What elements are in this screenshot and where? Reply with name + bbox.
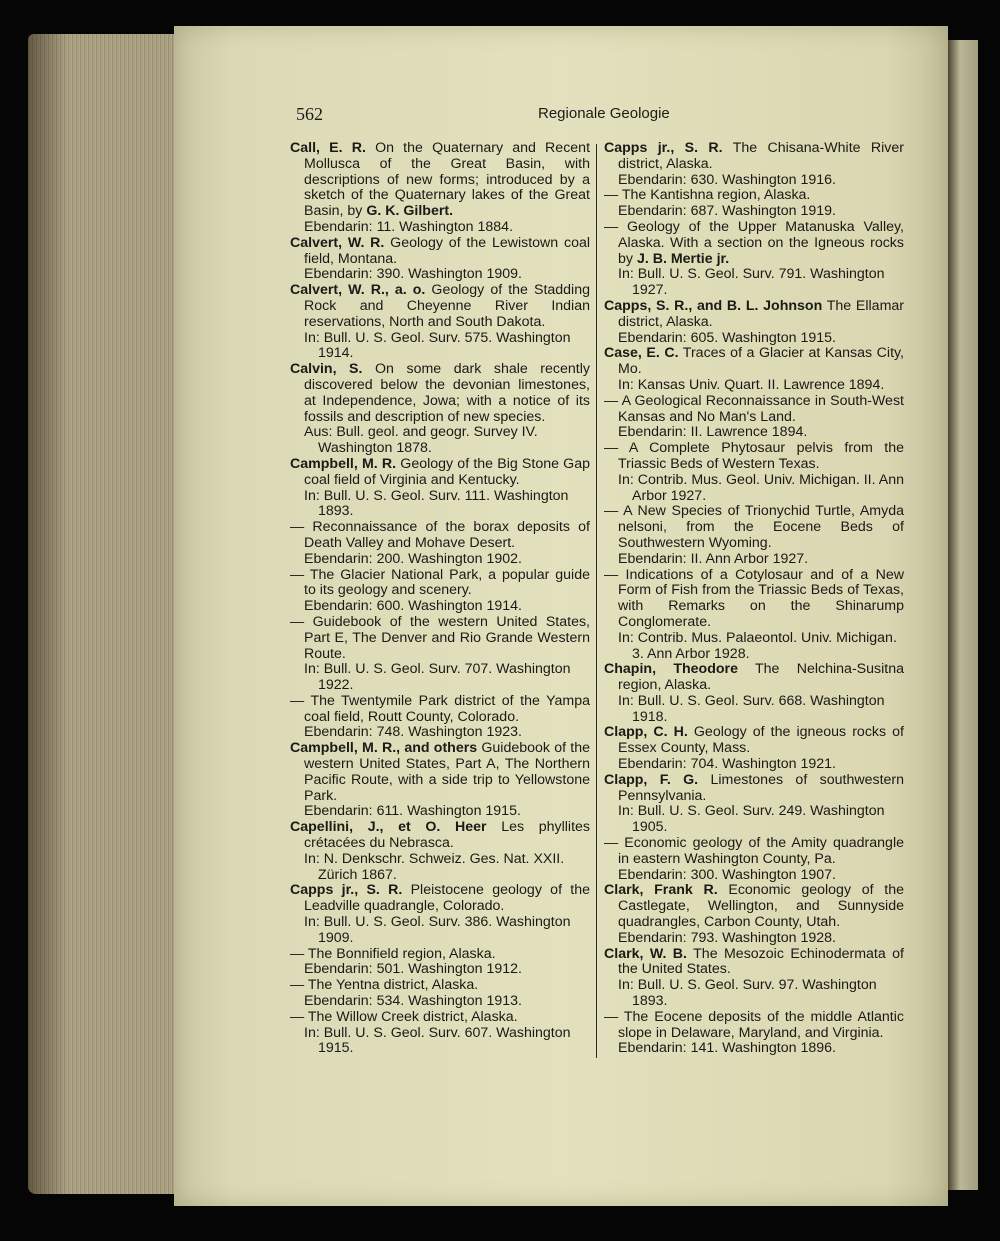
bibliography-entry <box>604 836 904 883</box>
entry-source: In: Kansas Univ. Quart. II. Lawrence 1894. <box>618 376 885 393</box>
bibliography-entry <box>604 662 904 725</box>
entry-source: In: Bull. U. S. Geol. Surv. 97. Washington 1893. <box>618 977 877 1010</box>
bibliography-entry <box>290 741 590 820</box>
bibliography-entry <box>290 978 590 1010</box>
entry-title: Limestones of southwestern Pennsylvania. <box>618 771 905 804</box>
bibliography-entry <box>290 883 590 946</box>
left-column <box>290 141 590 1057</box>
bibliography-entry <box>604 883 904 946</box>
entry-author: Calvin, S. <box>290 361 363 378</box>
entry-source: Ebendarin: 605. Washington 1915. <box>618 329 836 346</box>
entry-title: The Ellamar district, Alaska. <box>618 297 904 330</box>
entry-author: Capps jr., S. R. <box>290 882 403 899</box>
entry-source: In: Contrib. Mus. Palaeontol. Univ. Michigan. 3. Ann Arbor 1928. <box>618 629 897 662</box>
entry-title: — A Geological Reconnaissance in South-West Kansas and No Man's Land. <box>604 392 904 425</box>
column-divider <box>596 144 597 1058</box>
entry-source: Ebendarin: 687. Washington 1919. <box>618 203 836 220</box>
entry-title: The Chisana-White River district, Alaska. <box>618 140 905 172</box>
bibliography-entry <box>290 520 590 567</box>
entry-contributor: J. B. Mertie jr. <box>636 250 730 267</box>
entry-title: — Geology of the Upper Matanuska Valley, Alaska. With a section on the Igneous rocks by <box>604 218 904 267</box>
entry-author: Calvert, W. R., a. o. <box>290 282 426 299</box>
bibliography-entry <box>604 725 904 772</box>
entry-author: Clark, Frank R. <box>604 882 718 899</box>
entry-source: In: Bull. U. S. Geol. Surv. 249. Washington 1905. <box>618 803 885 836</box>
entry-author: Clapp, C. H. <box>604 724 688 741</box>
entry-title: — Guidebook of the western United States, Part E, The Denver and Rio Grande Western Route. <box>290 613 590 662</box>
entry-author: Call, E. R. <box>290 140 366 156</box>
bibliography-entry <box>290 615 590 694</box>
entry-author: Capellini, J., et O. Heer <box>290 819 487 836</box>
page-edges-shadow <box>28 34 68 1194</box>
right-column <box>604 141 904 1057</box>
entry-title: Les phyllites crétacées du Nebrasca. <box>304 819 591 852</box>
entry-source: In: Bull. U. S. Geol. Surv. 607. Washington 1915. <box>304 1024 571 1057</box>
bibliography-entry <box>604 141 904 188</box>
entry-source: Ebendarin: 704. Washington 1921. <box>618 756 836 773</box>
bibliography-entry <box>290 236 590 283</box>
next-page-edge <box>948 40 978 1190</box>
entry-title: The Nelchina-Susitna region, Alaska. <box>618 661 904 694</box>
entry-title: — The Bonnifield region, Alaska. <box>290 945 496 962</box>
bibliography-entry <box>290 283 590 362</box>
entry-author: Campbell, M. R., and others <box>290 740 478 757</box>
entry-source: In: Bull. U. S. Geol. Surv. 111. Washington 1893. <box>304 487 569 520</box>
entry-title: Traces of a Glacier at Kansas City, Mo. <box>618 345 904 378</box>
entry-title: — Economic geology of the Amity quadrangle in eastern Washington County, Pa. <box>604 835 904 867</box>
entry-source: In: Bull. U. S. Geol. Surv. 707. Washington 1922. <box>304 661 571 694</box>
entry-title: — The Eocene deposits of the middle Atlantic slope in Delaware, Maryland, and Virginia. <box>604 1008 904 1041</box>
entry-title: On the Quaternary and Recent Mollusca of the Great Basin, with descriptions of new forms; introduced by a sketch of the Quaternary lakes of the Great Basin, by <box>304 140 591 220</box>
entry-source: Ebendarin: 300. Washington 1907. <box>618 866 836 883</box>
bibliography-entry <box>290 1010 590 1057</box>
bibliography-entry <box>290 820 590 883</box>
entry-source: In: Contrib. Mus. Geol. Univ. Michigan. II. Ann Arbor 1927. <box>618 471 904 504</box>
entry-title: Geology of the Big Stone Gap coal field of Virginia and Kentucky. <box>304 455 590 488</box>
bibliography-entry <box>604 568 904 663</box>
entry-title: On some dark shale recently discovered below the devonian limestones, at Independence, Jowa; with a notice of its fossils and description of new species. <box>304 361 590 425</box>
entry-source: In: Bull. U. S. Geol. Surv. 575. Washington 1914. <box>304 329 571 362</box>
entry-source: In: N. Denkschr. Schweiz. Ges. Nat. XXII. Zürich 1867. <box>304 850 565 883</box>
bibliography-entry <box>604 346 904 393</box>
entry-author: Case, E. C. <box>604 345 679 362</box>
entry-author: Capps, S. R., and B. L. Johnson <box>604 297 823 314</box>
entry-source: Ebendarin: 748. Washington 1923. <box>304 724 522 741</box>
entry-source: Ebendarin: 630. Washington 1916. <box>618 171 836 188</box>
bibliography-entry <box>604 504 904 567</box>
entry-title: — The Yentna district, Alaska. <box>290 977 479 994</box>
bibliography-entry <box>604 441 904 504</box>
entry-title: Guidebook of the western United States, Part A, The Northern Pacific Route, with a side trip to Yellowstone Park. <box>304 740 590 804</box>
entry-source: Aus: Bull. geol. and geogr. Survey IV. Washington 1878. <box>304 424 538 457</box>
entry-source: In: Bull. U. S. Geol. Surv. 791. Washington 1927. <box>618 266 885 299</box>
entry-contributor: G. K. Gilbert. <box>366 203 454 220</box>
bibliography-entry <box>604 220 904 299</box>
entry-source: Ebendarin: 200. Washington 1902. <box>304 550 522 567</box>
bibliography-entry <box>290 694 590 741</box>
bibliography-entry <box>604 1010 904 1057</box>
bibliography-entry <box>604 299 904 346</box>
entry-title: The Mesozoic Echinodermata of the United States. <box>618 945 904 978</box>
bibliography-entry <box>290 457 590 520</box>
entry-author: Campbell, M. R. <box>290 455 397 472</box>
entry-title: Pleistocene geology of the Leadville quadrangle, Colorado. <box>304 882 590 915</box>
entry-author: Clapp, F. G. <box>604 771 699 788</box>
entry-title: — A New Species of Trionychid Turtle, Amyda nelsoni, from the Eocene Beds of Southwestern Wyoming. <box>604 503 904 551</box>
entry-title: — A Complete Phytosaur pelvis from the Triassic Beds of Western Texas. <box>604 440 904 472</box>
entry-author: Chapin, Theodore <box>604 661 738 678</box>
bibliography-entry <box>290 362 590 457</box>
bibliography-entry <box>604 188 904 220</box>
bibliography-entry <box>290 141 590 236</box>
entry-source: In: Bull. U. S. Geol. Surv. 386. Washington 1909. <box>304 914 571 946</box>
bibliography-entry <box>604 394 904 441</box>
entry-title: Geology of the Lewistown coal field, Montana. <box>304 234 591 267</box>
bibliography-entry <box>604 773 904 836</box>
entry-title: — Indications of a Cotylosaur and of a New Form of Fish from the Triassic Beds of Texas, with Remarks on the Shinarump Conglomerate. <box>604 566 904 630</box>
bibliography-entry <box>290 568 590 615</box>
entry-source: Ebendarin: 141. Washington 1896. <box>618 1040 836 1057</box>
entry-source: Ebendarin: 534. Washington 1913. <box>304 993 522 1010</box>
entry-source: Ebendarin: 501. Washington 1912. <box>304 961 522 978</box>
entry-source: Ebendarin: II. Lawrence 1894. <box>618 424 808 441</box>
entry-title: — The Kantishna region, Alaska. <box>604 187 811 204</box>
entry-source: Ebendarin: 793. Washington 1928. <box>618 929 836 946</box>
entry-source: Ebendarin: 390. Washington 1909. <box>304 266 522 283</box>
entry-title: — Reconnaissance of the borax deposits of Death Valley and Mohave Desert. <box>290 519 590 551</box>
page-number: 562 <box>296 104 323 124</box>
running-head: Regionale Geologie <box>538 105 670 122</box>
entry-source: Ebendarin: 11. Washington 1884. <box>304 218 514 235</box>
entry-title: Economic geology of the Castlegate, Wellington, and Sunnyside quadrangles, Carbon County, Utah. <box>618 882 904 931</box>
entry-author: Clark, W. B. <box>604 945 687 962</box>
entry-title: — The Willow Creek district, Alaska. <box>290 1008 518 1025</box>
entry-source: Ebendarin: 600. Washington 1914. <box>304 598 522 615</box>
entry-title: Geology of the igneous rocks of Essex County, Mass. <box>618 724 904 757</box>
bibliography-entry <box>604 947 904 1010</box>
entry-source: In: Bull. U. S. Geol. Surv. 668. Washington 1918. <box>618 692 885 725</box>
entry-title: — The Twentymile Park district of the Yampa coal field, Routt County, Colorado. <box>290 692 590 725</box>
entry-source: Ebendarin: II. Ann Arbor 1927. <box>618 550 809 567</box>
entry-title: Geology of the Stadding Rock and Cheyenne River Indian reservations, North and South Dakota. <box>304 282 590 330</box>
entry-author: Capps jr., S. R. <box>604 140 723 156</box>
bibliography-entry <box>290 947 590 979</box>
entry-title: — The Glacier National Park, a popular guide to its geology and scenery. <box>290 566 590 599</box>
entry-author: Calvert, W. R. <box>290 234 385 251</box>
entry-source: Ebendarin: 611. Washington 1915. <box>304 803 521 820</box>
